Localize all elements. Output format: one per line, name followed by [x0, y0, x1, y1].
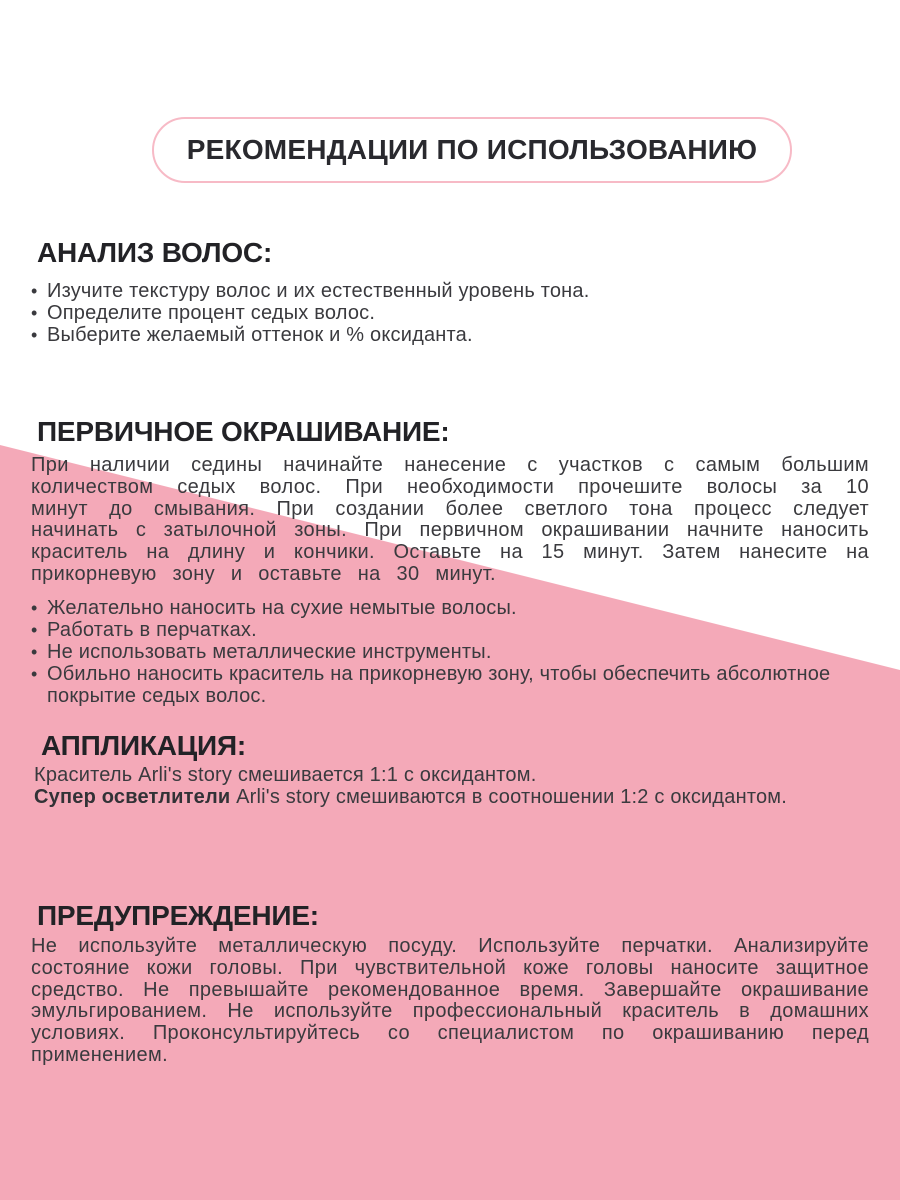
bullet-item [31, 280, 876, 302]
bullet-text: Изучите текстуру волос и их естественный уровень тона. [47, 280, 590, 302]
bullet-dot: • [31, 598, 38, 618]
bullet-item [31, 663, 876, 707]
bullet-text: Работать в перчатках. [47, 619, 257, 641]
bullet-text: Желательно наносить на сухие немытые волосы. [47, 597, 517, 619]
bullet-item [31, 302, 876, 324]
section-heading-primary-coloring: ПЕРВИЧНОЕ ОКРАШИВАНИЕ: [37, 416, 450, 447]
bullet-dot: • [31, 642, 38, 662]
application-line-1: Краситель Arli's story смешивается 1:1 с оксидантом. [34, 764, 537, 786]
bullet-text: Не использовать металлические инструменты. [47, 641, 492, 663]
section-heading-application: АППЛИКАЦИЯ: [41, 730, 247, 761]
bullet-text: Определите процент седых волос. [47, 302, 376, 324]
bullet-item [31, 641, 876, 663]
bullet-dot: • [31, 281, 38, 301]
bullet-dot: • [31, 325, 38, 345]
primary-coloring-bullet-list [31, 597, 876, 707]
title-pill [152, 117, 792, 183]
warning-paragraph: Не используйте металлическую посуду. Используйте перчатки. Анализируйте состояние кожи головы. При чувствительной коже головы наносите защитное средство. Не превышайте рекомендованное время. Завершайте окрашивание эмульгированием. Не используйте профессиональный краситель в домашних условиях. Проконсультируйтесь со специалистом по окрашиванию перед применением. [31, 935, 869, 1066]
application-line-2-lead: Супер осветлители [34, 786, 231, 808]
hair-analysis-bullet-list [31, 280, 876, 346]
section-heading-hair-analysis: АНАЛИЗ ВОЛОС: [37, 237, 273, 268]
section-heading-warning: ПРЕДУПРЕЖДЕНИЕ: [37, 900, 319, 931]
page-title: РЕКОМЕНДАЦИИ ПО ИСПОЛЬЗОВАНИЮ [186, 134, 758, 165]
bullet-text: Обильно наносить краситель на прикорневую зону, чтобы обеспечить абсолютное покрытие седых волос. [47, 663, 831, 707]
bullet-item [31, 597, 876, 619]
bullet-text: Выберите желаемый оттенок и % оксиданта. [47, 324, 473, 346]
bullet-item [31, 619, 876, 641]
bullet-dot: • [31, 303, 38, 323]
application-line-2 [34, 786, 787, 809]
primary-coloring-paragraph: При наличии седины начинайте нанесение с участков с самым большим количеством седых волос. При необходимости прочешите волосы за 10 минут до смывания. При создании более светлого тона процесс следует начинать с затылочной зоны. При первичном окрашивании начните наносить краситель на длину и кончики. Оставьте на 15 минут. Затем нанесите на прикорневую зону и оставьте на 30 минут. [31, 454, 869, 585]
application-line-2-rest: Arli's story смешиваются в соотношении 1:2 с оксидантом. [230, 786, 788, 808]
bullet-item [31, 324, 876, 346]
bullet-dot: • [31, 664, 38, 684]
bullet-dot: • [31, 620, 38, 640]
